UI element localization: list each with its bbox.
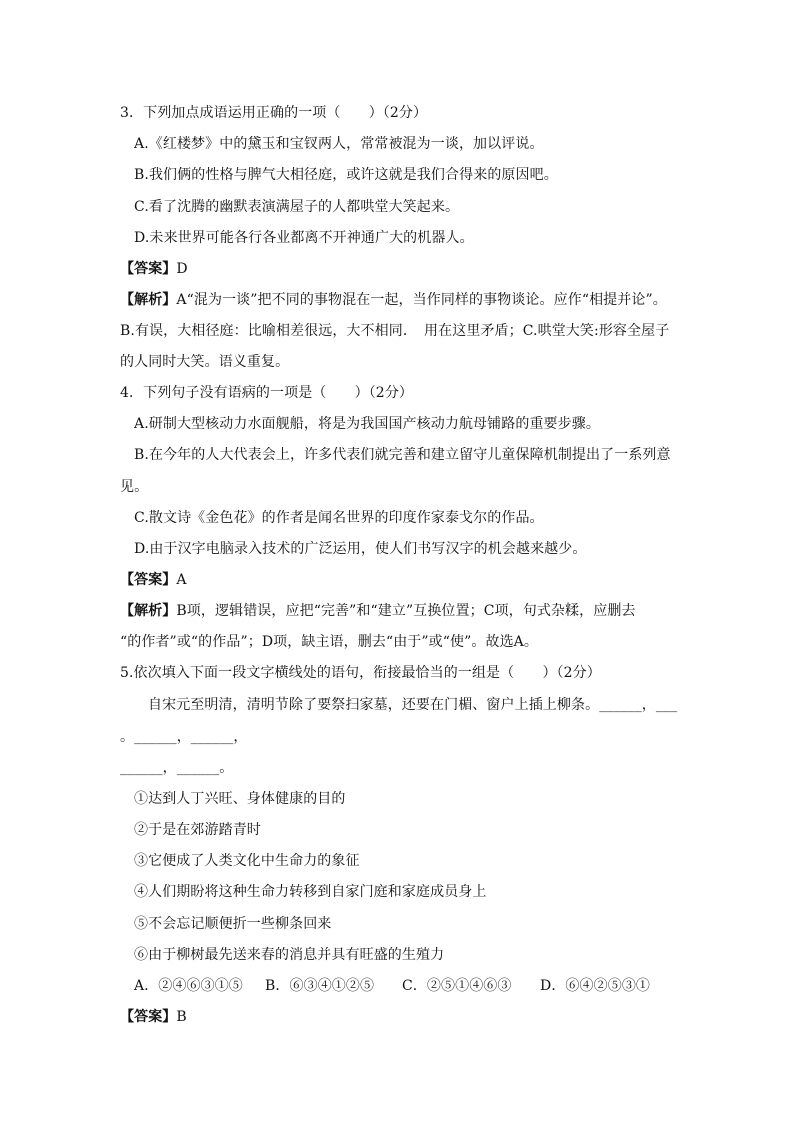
q3-analysis-line-1 <box>120 290 667 310</box>
q4-answer <box>120 570 187 590</box>
q5-passage-line-1: 自宋元至明清，清明节除了要祭扫家墓，还要在门楣、窗户上插上柳条。______，___ <box>148 697 678 713</box>
q3-analysis-line-3: 的人同时大笑。语义重复。 <box>120 354 290 370</box>
q5-item-3: ③它便成了人类文化中生命力的象征 <box>134 853 360 869</box>
q5-choice-a: A．②④⑥③①⑤ <box>134 978 243 994</box>
q5-choice-d: D．⑥④②⑤③① <box>540 978 651 994</box>
q3-stem: 3．下列加点成语运用正确的一项（ ）（2分） <box>120 105 428 121</box>
q5-answer <box>120 1007 187 1027</box>
q4-analysis-line-2: “的作者”或“的作品”；D项，缺主语，删去“由于”或“使”。故选A。 <box>120 634 538 650</box>
q5-choice-b: B．⑥③④①②⑤ <box>265 978 375 994</box>
q5-passage-line-3: ______，______。 <box>120 760 234 776</box>
q4-option-a: A.研制大型核动力水面舰船，将是为我国国产核动力航母铺路的重要步骤。 <box>134 416 600 432</box>
q5-item-1: ①达到人丁兴旺、身体健康的目的 <box>134 791 346 807</box>
q5-item-5: ⑤不会忘记顺便折一些柳条回来 <box>134 916 332 932</box>
q3-analysis-line-2: B.有误，大相径庭：比喻相差很远，大不相同． 用在这里矛盾；C.哄堂大笑:形容全屋子 <box>120 323 670 339</box>
q5-choice-c: C．②⑤①④⑥③ <box>402 978 512 994</box>
analysis-text: B项，逻辑错误，应把“完善”和“建立”互换位置；C项，句式杂糅，应删去 <box>176 603 636 619</box>
answer-value: A <box>176 572 187 588</box>
q4-option-b-cont: 见。 <box>120 479 149 495</box>
q3-option-a: A.《红楼梦》中的黛玉和宝钗两人，常常被混为一谈，加以评说。 <box>134 136 544 152</box>
answer-value: B <box>176 1009 187 1025</box>
answer-label: 【答案】 <box>120 1009 177 1025</box>
q3-option-b: B.我们俩的性格与脾气大相径庭，或许这就是我们合得来的原因吧。 <box>134 167 558 183</box>
analysis-label: 【解析】 <box>120 603 177 619</box>
q5-item-2: ②于是在郊游踏青时 <box>134 822 261 838</box>
analysis-text: A“混为一谈”把不同的事物混在一起，当作同样的事物谈论。应作“相提并论”。 <box>176 292 667 308</box>
q4-option-b: B.在今年的人大代表会上，许多代表们就完善和建立留守儿童保障机制提出了一系列意 <box>134 447 671 463</box>
q3-answer <box>120 259 188 279</box>
q3-option-d: D.未来世界可能各行各业都离不开神通广大的机器人。 <box>134 230 474 246</box>
answer-label: 【答案】 <box>120 261 177 277</box>
answer-label: 【答案】 <box>120 572 177 588</box>
q5-item-6: ⑥由于柳树最先送来春的消息并具有旺盛的生殖力 <box>134 947 445 963</box>
q5-stem: 5.依次填入下面一段文字横线处的语句，衔接最恰当的一组是（ ）（2分） <box>120 665 601 681</box>
answer-value: D <box>176 261 188 277</box>
analysis-label: 【解析】 <box>120 292 177 308</box>
q4-analysis-line-1 <box>120 601 636 621</box>
q4-option-d: D.由于汉字电脑录入技术的广泛运用，使人们书写汉字的机会越来越少。 <box>134 541 587 557</box>
q5-item-4: ④人们期盼将这种生命力转移到自家门庭和家庭成员身上 <box>134 884 487 900</box>
q4-stem: 4．下列句子没有语病的一项是（ ）（2分） <box>120 385 414 401</box>
q4-option-c: C.散文诗《金色花》的作者是闻名世界的印度作家泰戈尔的作品。 <box>134 510 544 526</box>
q5-passage-line-2: 。______，______， <box>120 729 248 745</box>
q3-option-c: C.看了沈腾的幽默表演满屋子的人都哄堂大笑起来。 <box>134 199 460 215</box>
